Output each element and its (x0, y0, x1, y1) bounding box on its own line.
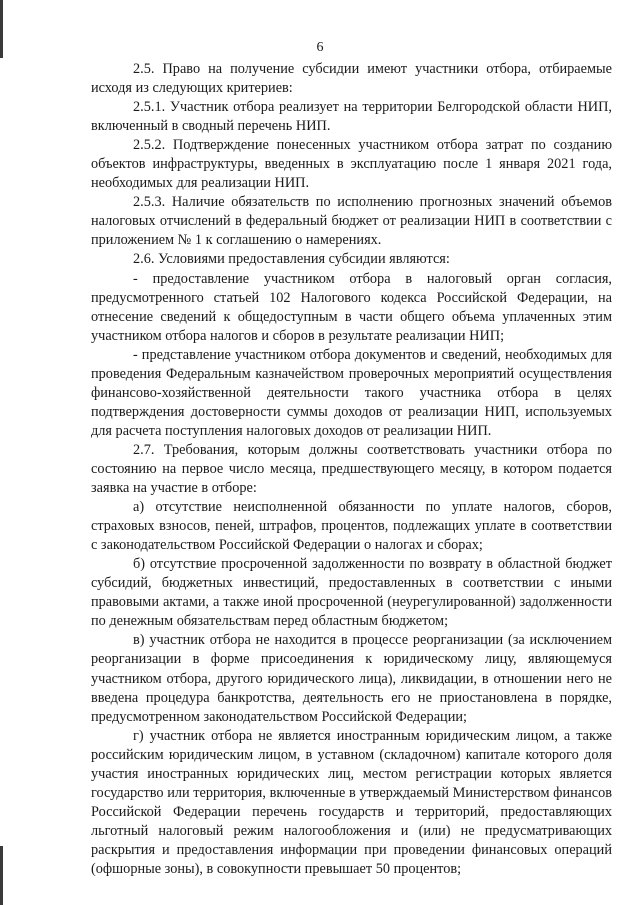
paragraph-2-5-3: 2.5.3. Наличие обязательств по исполнению прогнозных значений объемов налоговых отчислений в федеральный бюджет от реализации НИП в соответствии с приложением № 1 к соглашению о намерениях. (91, 194, 612, 249)
paragraph-2-5-2: 2.5.2. Подтверждение понесенных участником отбора затрат по созданию объектов инфраструктуры, введенных в эксплуатацию после 1 января 2021 года, необходимых для реализации НИП. (91, 137, 612, 192)
page-number: 6 (316, 40, 324, 55)
document-body (91, 60, 612, 879)
paragraph-2-5-1: 2.5.1. Участник отбора реализует на территории Белгородской области НИП, включенный в сводный перечень НИП. (91, 99, 612, 135)
paragraph-2-7: 2.7. Требования, которым должны соответствовать участники отбора по состоянию на первое число месяца, предшествующего месяцу, в котором подается заявка на участие в отборе: (91, 441, 612, 497)
paragraph-2-6-consent: - предоставление участником отбора в налоговый орган согласия, предусмотренного статьей 102 Налогового кодекса Российской Федерации, на отнесение сведений к общедоступным в части общего объема уплаченных этим участником отбора налогов и сборов в результате реализации НИП; (91, 270, 612, 344)
paragraph-2-7-b: б) отсутствие просроченной задолженности по возврату в областной бюджет субсидий, бюджетных инвестиций, предоставленных в соответствии с иными правовыми актами, а также иной просроченной (неурегулированной) задолженности по денежным обязательствам перед областным бюджетом; (91, 556, 612, 630)
paragraph-2-5: 2.5. Право на получение субсидии имеют участники отбора, отбираемые исходя из следующих критериев: (91, 61, 612, 97)
scan-edge-mark-bottom (0, 846, 3, 905)
paragraph-2-6-documents: - представление участником отбора документов и сведений, необходимых для проведения Федеральным казначейством проверочных мероприятий осуществления финансово-хозяйственной деятельности такого участника отбора в целях подтверждения достоверности суммы доходов от реализации НИП, используемых для расчета поступления налоговых доходов от реализации НИП. (91, 346, 612, 439)
paragraph-2-6: 2.6. Условиями предоставления субсидии являются: (133, 251, 450, 268)
paragraph-2-7-g: г) участник отбора не является иностранным юридическим лицом, а также российским юридическим лицом, в уставном (складочном) капитале которого доля участия иностранных юридических лиц, местом регистрации которых является государство или территория, включенные в утверждаемый Министерством финансов Российской Федерации перечень государств и территорий, предоставляющих льготный налоговый режим налогообложения и (или) не предусматривающих раскрытия и предоставления информации при проведении финансовых операций (офшорные зоны), в совокупности превышает 50 процентов; (91, 727, 612, 877)
paragraph-2-7-a: а) отсутствие неисполненной обязанности по уплате налогов, сборов, страховых взносов, пеней, штрафов, процентов, подлежащих уплате в соответствии с законодательством Российской Федерации о налогах и сборах; (91, 499, 612, 554)
paragraph-2-7-v: в) участник отбора не находится в процессе реорганизации (за исключением реорганизации в форме присоединения к юридическому лицу, являющемуся участником отбора, другого юридического лица), ликвидации, в отношении него не введена процедура банкротства, деятельность его не приостановлена в порядке, предусмотренном законодательством Российской Федерации; (91, 632, 612, 725)
